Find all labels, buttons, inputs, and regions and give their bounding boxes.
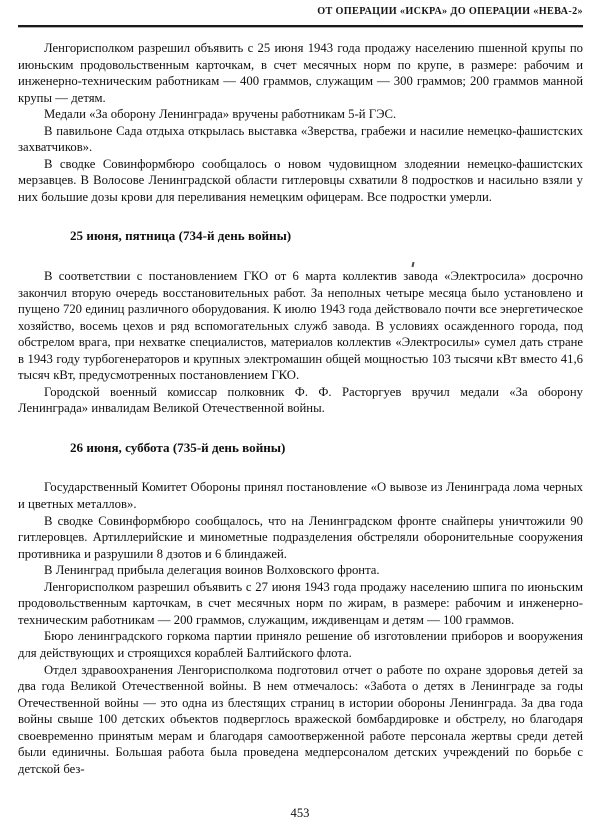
paragraph: В сводке Совинформбюро сообщалось о новом чудовищном злодеянии немецко-фашистских мерзавцев. В Волосове Ленинградской области гитлеровцы схватили 8 подростков и насильно взяли у них большие дозы крови для переливания немецким офицерам. Все подростки умерли. [18,156,583,204]
section-heading-25-june: 25 июня, пятница (734-й день войны) [70,228,292,244]
paragraph: В сводке Совинформбюро сообщалось, что на Ленинградском фронте снайперы уничтожили 90 гитлеровцев. Артиллерийские и минометные подразделения обстреляли оборонительные сооружения противника и разрушили 8 дзотов и 6 блиндажей. [18,513,583,561]
spacer [18,456,583,479]
paragraph: Государственный Комитет Обороны принял постановление «О вывозе из Ленинграда лома черных и цветных металлов». [18,480,583,512]
header-rule [18,25,583,27]
paragraph: В Ленинград прибыла делегация воинов Волховского фронта. [44,563,380,578]
spacer [18,205,583,228]
paragraph: Ленгорисполком разрешил объявить с 27 июня 1943 года продажу населению шпига по июньским продовольственным карточкам, в счет месячных норм по жирам, в размере: рабочим и инженерно-техническим работникам — 200 граммов, служащим, иждивенцам и детям — 100 граммов. [18,579,583,627]
paragraph: Городской военный комиссар полковник Ф. Ф. Расторгуев вручил медали «За оборону Ленинграда» инвалидам Великой Отечественной войны. [18,384,583,416]
spacer [18,417,583,440]
paragraph: В павильоне Сада отдыха открылась выставка «Зверства, грабежи и насилие немецко-фашистских захватчиков». [18,123,583,155]
page-number: 453 [290,806,310,820]
paragraph: Медали «За оборону Ленинграда» вручены работникам 5-й ГЭС. [44,107,397,122]
spacer [18,245,583,268]
section-heading-26-june: 26 июня, суббота (735-й день войны) [70,439,286,455]
paragraph: Ленгорисполком разрешил объявить с 25 июня 1943 года продажу населению пшенной крупы по июньским продовольственным карточкам, в счет месячных норм по крупе, в размере: рабочим и инженерно-техническим работникам — 400 граммов, служащим — 300 граммов; 200 граммов манной крупы — детям. [18,41,583,105]
paragraph: Бюро ленинградского горкома партии приняло решение об изготовлении приборов и вооружения для действующих и строящихся кораблей Балтийского флота. [18,629,583,660]
paragraph: В соответствии с постановлением ГКО от 6 марта коллектив завода «Электросила» досрочно закончил вторую очередь восстановительных работ. За неполных четыре месяца было установлено и пущено 720 единиц различного оборудования. К июлю 1943 года действовало почти все энергетическое хозяйство, восемь цехов и ряд вспомогательных служб завода. В условиях осажденного города, под обстрелом врага, при нехватке специалистов, материалов коллектив «Электросилы» сумел дать стране в 1943 году турбогенераторов и крупных электромашин общей мощностью 103 тысячи кВт вместо 41,6 тысяч кВт, предусмотренных постановлением ГКО. [18,269,583,383]
text-column [18,40,583,777]
running-head: ОТ ОПЕРАЦИИ «ИСКРА» ДО ОПЕРАЦИИ «НЕВА-2» [317,6,583,17]
paragraph: Отдел здравоохранения Ленгорисполкома подготовил отчет о работе по охране здоровья детей за два года Великой Отечественной войны. В нем отмечалось: «Забота о детях в Ленинграде за годы Отечественной войны — это одна из блестящих страниц в истории обороны Ленинграда. За два года войны свыше 100 детских объектов подверглось вражеской бомбардировке и обстрелу, но благодаря своевременно принятым мерам и благодаря самоотверженной работе персонала жертвы среди детей были единичны. Большая работа была проведена медперсоналом детских учреждений по борьбе с детской без- [18,662,583,776]
